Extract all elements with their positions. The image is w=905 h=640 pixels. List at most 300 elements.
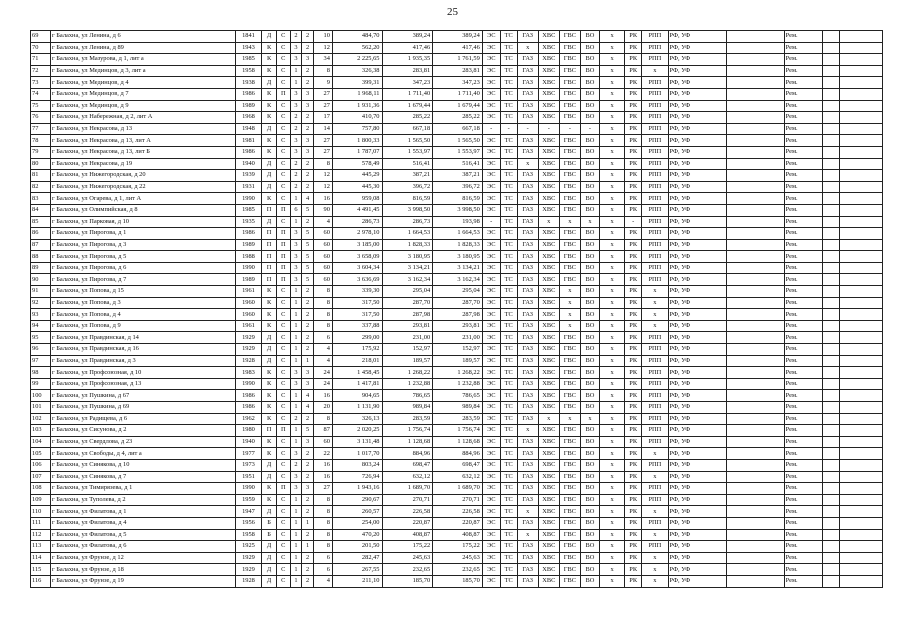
table-cell: х <box>642 65 668 77</box>
table-cell: 399,31 <box>332 77 382 89</box>
table-cell: 3 <box>290 228 302 240</box>
table-cell: 1 128,68 <box>382 436 433 448</box>
table-cell <box>839 413 882 425</box>
table-cell: Д <box>262 344 277 356</box>
table-cell: 8 <box>313 309 332 321</box>
table-cell: Б <box>262 529 277 541</box>
table-cell <box>726 320 784 332</box>
table-cell <box>839 262 882 274</box>
table-cell: РК <box>625 54 642 66</box>
table-cell: х <box>599 286 624 298</box>
table-cell: РПП <box>642 228 668 240</box>
table-cell: ТС <box>500 320 517 332</box>
table-cell: С <box>276 123 290 135</box>
table-cell: 1962 <box>235 413 261 425</box>
table-cell: ХВС <box>538 320 559 332</box>
table-cell: 884,96 <box>382 448 433 460</box>
table-cell <box>839 402 882 414</box>
table-cell: РФ, УФ <box>668 413 726 425</box>
table-cell: П <box>262 228 277 240</box>
table-cell: 24 <box>313 378 332 390</box>
table-cell: г Балахна, ул Некрасова, д 13, лит Б <box>51 146 236 158</box>
table-cell: ЭС <box>482 552 500 564</box>
table-cell: ВО <box>580 204 599 216</box>
table-cell: П <box>262 204 277 216</box>
table-cell: г Балахна, ул Некрасова, д 13, лит А <box>51 135 236 147</box>
table-cell <box>839 274 882 286</box>
table-cell: ВО <box>580 390 599 402</box>
table-cell: ГАЗ <box>517 459 538 471</box>
table-cell: РФ, УФ <box>668 448 726 460</box>
table-cell: ГВС <box>559 251 580 263</box>
table-cell: г Балахна, ул Нижегородская, д 22 <box>51 181 236 193</box>
table-cell: ХВС <box>538 459 559 471</box>
table-cell: Рем. <box>784 54 822 66</box>
table-cell <box>839 425 882 437</box>
table-cell: ГВС <box>559 378 580 390</box>
table-cell: 3 134,21 <box>433 262 483 274</box>
table-cell <box>822 135 839 147</box>
table-cell: 270,71 <box>382 494 433 506</box>
table-cell: ЭС <box>482 344 500 356</box>
table-cell: г Балахна, ул Огарева, д 1, лит А <box>51 193 236 205</box>
table-cell: 287,98 <box>433 309 483 321</box>
table-cell: РФ, УФ <box>668 471 726 483</box>
table-cell: РК <box>625 506 642 518</box>
table-cell: К <box>262 402 277 414</box>
table-cell: Рем. <box>784 459 822 471</box>
table-cell: 410,70 <box>332 112 382 124</box>
table-cell <box>726 77 784 89</box>
table-cell: 3 <box>290 251 302 263</box>
table-cell: РК <box>625 471 642 483</box>
table-cell: ГВС <box>559 135 580 147</box>
table-row <box>31 378 883 390</box>
table-cell: ТС <box>500 436 517 448</box>
table-cell: 1 232,88 <box>382 378 433 390</box>
table-cell: 87 <box>313 425 332 437</box>
table-cell: г Балахна, ул Пирогова, д 7 <box>51 274 236 286</box>
table-cell: С <box>276 541 290 553</box>
table-row <box>31 355 883 367</box>
table-cell: 5 <box>302 228 314 240</box>
table-cell: 786,65 <box>382 390 433 402</box>
table-cell: 1 268,22 <box>382 367 433 379</box>
table-cell: х <box>599 146 624 158</box>
table-cell: К <box>262 413 277 425</box>
table-cell: 1940 <box>235 158 261 170</box>
table-cell <box>822 344 839 356</box>
table-cell: х <box>599 216 624 228</box>
table-cell: С <box>276 517 290 529</box>
table-cell: 88 <box>31 251 51 263</box>
table-cell: Д <box>262 506 277 518</box>
table-row <box>31 31 883 43</box>
table-cell: ЭС <box>482 88 500 100</box>
table-cell: Рем. <box>784 146 822 158</box>
table-cell <box>822 204 839 216</box>
table-cell: П <box>276 204 290 216</box>
table-cell: ХВС <box>538 77 559 89</box>
table-cell <box>726 517 784 529</box>
table-cell: РФ, УФ <box>668 65 726 77</box>
table-cell: 1 689,70 <box>382 483 433 495</box>
table-cell: С <box>276 344 290 356</box>
table-cell: ВО <box>580 529 599 541</box>
table-row <box>31 517 883 529</box>
table-cell: РК <box>625 541 642 553</box>
table-row <box>31 459 883 471</box>
table-cell <box>726 529 784 541</box>
table-cell: 193,98 <box>433 216 483 228</box>
table-cell: г Балахна, ул Ленина, д 89 <box>51 42 236 54</box>
table-cell: 3 <box>290 262 302 274</box>
table-cell: Рем. <box>784 494 822 506</box>
table-cell: ГВС <box>559 575 580 587</box>
table-cell: 1929 <box>235 552 261 564</box>
table-cell: ГАЗ <box>517 31 538 43</box>
table-cell: ХВС <box>538 31 559 43</box>
table-cell: 1 931,36 <box>332 100 382 112</box>
table-cell: - <box>517 123 538 135</box>
table-row <box>31 216 883 228</box>
table-cell <box>726 355 784 367</box>
table-cell: ЭС <box>482 204 500 216</box>
table-cell: ГВС <box>559 146 580 158</box>
table-cell: Рем. <box>784 42 822 54</box>
table-cell: ГВС <box>559 204 580 216</box>
table-cell: 1985 <box>235 54 261 66</box>
table-cell: - <box>559 123 580 135</box>
table-cell: 445,29 <box>332 170 382 182</box>
table-cell: ЭС <box>482 378 500 390</box>
table-cell: ТС <box>500 297 517 309</box>
table-cell: 1980 <box>235 425 261 437</box>
table-cell: 516,41 <box>433 158 483 170</box>
table-cell: 60 <box>313 436 332 448</box>
table-cell: РК <box>625 112 642 124</box>
table-cell: ЭС <box>482 309 500 321</box>
table-cell <box>839 146 882 158</box>
table-cell <box>726 413 784 425</box>
table-cell: 1 711,40 <box>382 88 433 100</box>
table-cell: Д <box>262 564 277 576</box>
table-cell: РК <box>625 135 642 147</box>
table-cell: К <box>262 436 277 448</box>
table-cell: ВО <box>580 541 599 553</box>
table-cell: 79 <box>31 146 51 158</box>
table-cell: 34 <box>313 54 332 66</box>
table-cell <box>726 216 784 228</box>
table-cell: 5 <box>302 204 314 216</box>
table-row <box>31 552 883 564</box>
table-cell <box>726 297 784 309</box>
table-cell <box>822 146 839 158</box>
table-cell: х <box>599 262 624 274</box>
table-cell: х <box>580 216 599 228</box>
table-cell: х <box>642 506 668 518</box>
table-cell: РПП <box>642 100 668 112</box>
table-cell: С <box>276 320 290 332</box>
table-cell: 1 <box>290 216 302 228</box>
table-cell: 3 <box>290 42 302 54</box>
table-cell: 5 <box>302 274 314 286</box>
table-cell <box>726 274 784 286</box>
table-cell: К <box>262 88 277 100</box>
table-cell: С <box>276 494 290 506</box>
table-cell: 114 <box>31 552 51 564</box>
table-cell: РФ, УФ <box>668 100 726 112</box>
table-cell: ГАЗ <box>517 297 538 309</box>
table-cell: 80 <box>31 158 51 170</box>
table-cell: 1 761,59 <box>433 54 483 66</box>
table-cell: ГВС <box>559 448 580 460</box>
table-cell: ГВС <box>559 112 580 124</box>
table-cell: 1956 <box>235 517 261 529</box>
table-cell: ЭС <box>482 425 500 437</box>
table-cell: ГАЗ <box>517 54 538 66</box>
table-cell: 3 <box>290 274 302 286</box>
table-cell: РФ, УФ <box>668 344 726 356</box>
table-cell: 2 <box>290 31 302 43</box>
table-cell: РПП <box>642 123 668 135</box>
table-cell <box>726 65 784 77</box>
table-cell: 90 <box>313 204 332 216</box>
table-cell: 8 <box>313 413 332 425</box>
table-cell: РПП <box>642 251 668 263</box>
table-cell: С <box>276 367 290 379</box>
table-cell: С <box>276 459 290 471</box>
table-cell: 2 <box>302 170 314 182</box>
table-cell: х <box>599 170 624 182</box>
table-cell: 1 <box>290 193 302 205</box>
table-cell: РФ, УФ <box>668 193 726 205</box>
table-cell: ЭС <box>482 367 500 379</box>
table-cell: х <box>599 378 624 390</box>
table-cell: 75 <box>31 100 51 112</box>
table-cell: ТС <box>500 332 517 344</box>
table-cell: ГВС <box>559 274 580 286</box>
table-cell: С <box>276 193 290 205</box>
table-cell: 2 <box>290 170 302 182</box>
table-cell: 8 <box>313 506 332 518</box>
table-cell: х <box>538 413 559 425</box>
table-cell: 97 <box>31 355 51 367</box>
table-cell: 326,13 <box>332 413 382 425</box>
table-cell: РФ, УФ <box>668 146 726 158</box>
table-cell: г Балахна, ул Радищева, д 6 <box>51 413 236 425</box>
table-cell: П <box>262 239 277 251</box>
table-cell: 1 943,16 <box>332 483 382 495</box>
table-row <box>31 320 883 332</box>
table-cell <box>839 471 882 483</box>
table-cell: С <box>276 378 290 390</box>
table-cell: Рем. <box>784 425 822 437</box>
table-cell: РПП <box>642 193 668 205</box>
table-cell <box>726 170 784 182</box>
table-cell: 1958 <box>235 65 261 77</box>
table-cell <box>726 402 784 414</box>
table-cell: 12 <box>313 170 332 182</box>
table-cell <box>822 320 839 332</box>
table-cell <box>726 286 784 298</box>
table-cell: 60 <box>313 262 332 274</box>
table-cell: РФ, УФ <box>668 135 726 147</box>
table-cell <box>726 158 784 170</box>
table-cell: 3 180,95 <box>433 251 483 263</box>
table-cell: РПП <box>642 181 668 193</box>
table-cell: 1 <box>290 517 302 529</box>
table-cell: 104 <box>31 436 51 448</box>
table-cell: 1990 <box>235 483 261 495</box>
table-cell: х <box>642 286 668 298</box>
table-cell: х <box>599 309 624 321</box>
table-cell: 1 268,22 <box>433 367 483 379</box>
table-cell: С <box>276 112 290 124</box>
table-cell: ГВС <box>559 506 580 518</box>
table-cell: ХВС <box>538 552 559 564</box>
table-cell: Д <box>262 459 277 471</box>
table-cell: ГАЗ <box>517 332 538 344</box>
table-cell: ЭС <box>482 436 500 448</box>
table-cell: ВО <box>580 88 599 100</box>
table-cell: 6 <box>313 564 332 576</box>
table-cell: ГАЗ <box>517 216 538 228</box>
table-cell: РК <box>625 517 642 529</box>
table-cell: 3 180,95 <box>382 251 433 263</box>
table-cell: ХВС <box>538 88 559 100</box>
table-cell: 2 <box>302 158 314 170</box>
table-cell: г Балахна, ул Фрунзе, д 12 <box>51 552 236 564</box>
table-cell: Рем. <box>784 344 822 356</box>
table-cell: 282,47 <box>332 552 382 564</box>
table-cell: РФ, УФ <box>668 112 726 124</box>
table-cell: С <box>276 297 290 309</box>
table-cell: ВО <box>580 552 599 564</box>
table-cell: РФ, УФ <box>668 332 726 344</box>
table-cell: ТС <box>500 100 517 112</box>
table-cell: 1990 <box>235 193 261 205</box>
table-row <box>31 413 883 425</box>
table-cell: 408,87 <box>433 529 483 541</box>
table-cell: ВО <box>580 297 599 309</box>
table-cell: 1 131,90 <box>332 402 382 414</box>
table-cell: Рем. <box>784 112 822 124</box>
table-cell: 1 679,44 <box>433 100 483 112</box>
table-row <box>31 193 883 205</box>
table-cell: 98 <box>31 367 51 379</box>
table-cell: 102 <box>31 413 51 425</box>
table-cell: х <box>599 413 624 425</box>
table-cell: ВО <box>580 181 599 193</box>
table-cell: 417,46 <box>382 42 433 54</box>
table-cell: ЭС <box>482 506 500 518</box>
table-cell: 3 <box>302 88 314 100</box>
table-cell: ТС <box>500 390 517 402</box>
table-cell: 3 <box>290 146 302 158</box>
table-cell: 1 <box>290 494 302 506</box>
table-cell: ГАЗ <box>517 146 538 158</box>
table-cell <box>726 228 784 240</box>
table-cell: 1 <box>290 575 302 587</box>
table-cell: ГВС <box>559 262 580 274</box>
table-cell: 201,50 <box>332 541 382 553</box>
table-cell: ВО <box>580 575 599 587</box>
table-cell: ХВС <box>538 309 559 321</box>
table-cell: - <box>482 216 500 228</box>
table-cell: ХВС <box>538 204 559 216</box>
table-cell: ГВС <box>559 436 580 448</box>
table-cell: 1961 <box>235 286 261 298</box>
table-cell <box>822 228 839 240</box>
table-cell: Д <box>262 575 277 587</box>
table-cell: ТС <box>500 135 517 147</box>
table-cell: 387,21 <box>382 170 433 182</box>
table-cell: РК <box>625 123 642 135</box>
table-cell: ТС <box>500 181 517 193</box>
table-cell: РФ, УФ <box>668 367 726 379</box>
table-cell <box>726 54 784 66</box>
table-cell: ТС <box>500 193 517 205</box>
table-cell: х <box>599 390 624 402</box>
table-row <box>31 65 883 77</box>
table-cell: РПП <box>642 367 668 379</box>
table-cell: 667,18 <box>382 123 433 135</box>
table-cell: ТС <box>500 402 517 414</box>
table-cell: ЭС <box>482 448 500 460</box>
table-cell: 286,73 <box>382 216 433 228</box>
table-cell <box>726 506 784 518</box>
table-cell: РФ, УФ <box>668 506 726 518</box>
table-cell: 1 <box>290 355 302 367</box>
table-cell <box>822 378 839 390</box>
table-cell: ЭС <box>482 193 500 205</box>
table-cell: 8 <box>313 517 332 529</box>
table-cell: 387,21 <box>433 170 483 182</box>
table-cell <box>822 123 839 135</box>
table-cell: ГАЗ <box>517 77 538 89</box>
table-cell: П <box>276 274 290 286</box>
table-cell <box>839 529 882 541</box>
table-cell: х <box>599 448 624 460</box>
table-cell: г Балахна, ул Правдинская, д 3 <box>51 355 236 367</box>
table-cell: г Балахна, ул Фрунзе, д 18 <box>51 564 236 576</box>
table-cell: ХВС <box>538 506 559 518</box>
table-cell: РК <box>625 251 642 263</box>
table-cell: С <box>276 332 290 344</box>
table-cell: С <box>276 413 290 425</box>
table-cell: К <box>262 135 277 147</box>
table-cell: х <box>599 425 624 437</box>
table-cell: х <box>517 425 538 437</box>
table-cell: 1 232,88 <box>433 378 483 390</box>
table-cell: 3 <box>302 100 314 112</box>
table-cell: г Балахна, ул Мединцов, д 4 <box>51 77 236 89</box>
table-cell: 2 <box>302 332 314 344</box>
table-cell: х <box>599 31 624 43</box>
table-cell: 989,84 <box>433 402 483 414</box>
table-cell <box>822 65 839 77</box>
table-cell <box>839 344 882 356</box>
table-cell: 1 <box>290 309 302 321</box>
table-cell: 2 <box>290 459 302 471</box>
table-cell <box>726 262 784 274</box>
table-cell: 285,22 <box>433 112 483 124</box>
table-cell: 959,08 <box>332 193 382 205</box>
table-cell: ГВС <box>559 367 580 379</box>
table-cell: 185,70 <box>382 575 433 587</box>
table-cell <box>839 77 882 89</box>
